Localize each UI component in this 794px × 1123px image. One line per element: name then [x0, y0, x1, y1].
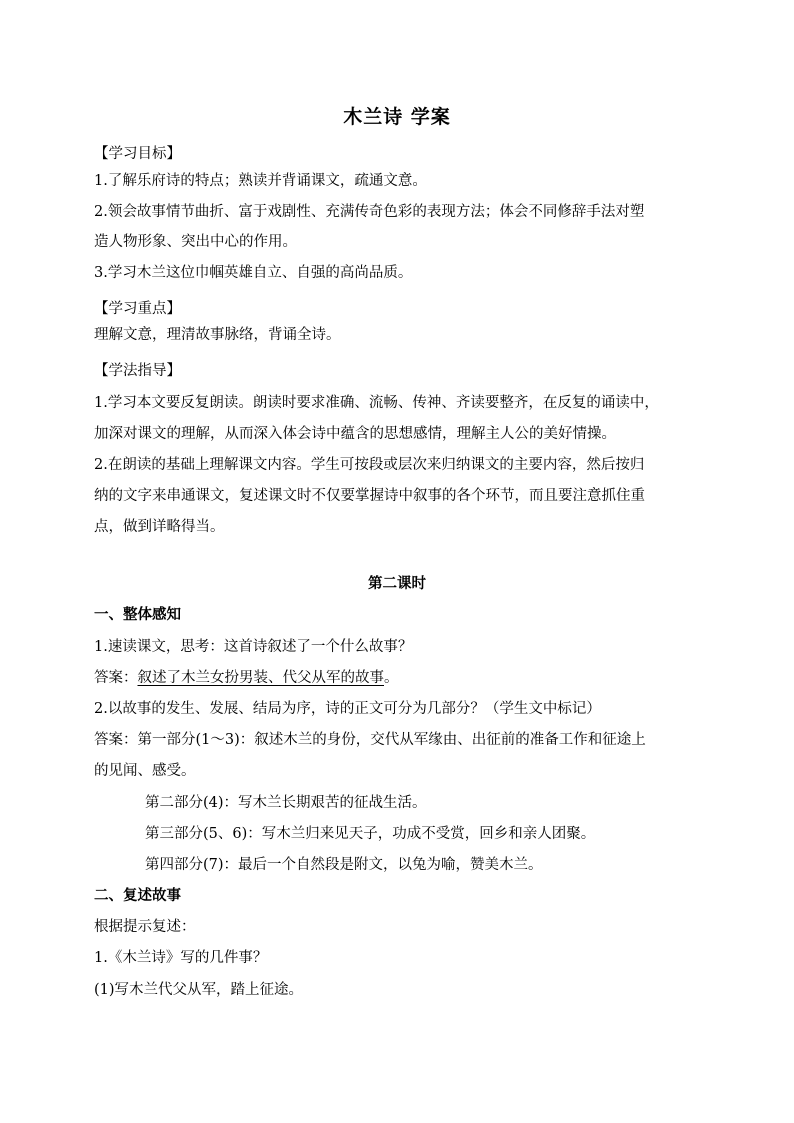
learning-goals-heading: 【学习目标】 — [94, 146, 181, 162]
section-2-heading: 二、复述故事 — [94, 888, 181, 904]
section-1-question-2: 2.以故事的发生、发展、结局为序，诗的正文可分为几部分？（学生文中标记） — [94, 701, 601, 717]
document-title: 木兰诗 学案 — [343, 106, 451, 128]
method-guidance-line-2: 加深对课文的理解，从而深入体会诗中蕴含的思想感情，理解主人公的美好情操。 — [94, 426, 616, 442]
learning-goal-2-continued: 造人物形象、突出中心的作用。 — [94, 234, 297, 250]
method-guidance-line-3: 2.在朗读的基础上理解课文内容。学生可按段或层次来归纳课文的主要内容，然后按归 — [94, 457, 645, 473]
section-1-part-4: 第四部分(7)：最后一个自然段是附文，以兔为喻，赞美木兰。 — [145, 857, 543, 873]
answer-prefix: 答案： — [94, 670, 138, 686]
lesson-two-heading: 第二课时 — [368, 576, 426, 592]
section-1-part-2: 第二部分(4)：写木兰长期艰苦的征战生活。 — [145, 795, 427, 811]
section-1-answer-1 — [94, 667, 399, 689]
key-points-text: 理解文意，理清故事脉络，背诵全诗。 — [94, 327, 341, 343]
learning-goal-3: 3.学习木兰这位巾帼英雄自立、自强的高尚品质。 — [94, 265, 413, 281]
answer-suffix: 。 — [384, 670, 399, 686]
method-guidance-heading: 【学法指导】 — [94, 363, 181, 379]
learning-goal-1: 1.了解乐府诗的特点；熟读并背诵课文，疏通文意。 — [94, 173, 427, 189]
section-1-question-1: 1.速读课文，思考：这首诗叙述了一个什么故事？ — [94, 639, 413, 655]
learning-goal-2: 2.领会故事情节曲折、富于戏剧性、充满传奇色彩的表现方法；体会不同修辞手法对塑 — [94, 204, 645, 220]
section-1-part-3: 第三部分(5、6)：写木兰归来见天子，功成不受赏，回乡和亲人团聚。 — [145, 826, 596, 842]
key-points-heading: 【学习重点】 — [94, 301, 181, 317]
answer-underlined-text: 叙述了木兰女扮男装、代父从军的故事 — [137, 670, 384, 686]
section-1-answer-2-line-2: 的见闻、感受。 — [94, 763, 196, 779]
section-1-answer-2-line-1: 答案：第一部分(1～3)：叙述木兰的身份，交代从军缘由、出征前的准备工作和征途上 — [94, 732, 646, 748]
method-guidance-line-5: 点，做到详略得当。 — [94, 519, 225, 535]
method-guidance-line-4: 纳的文字来串通课文，复述课文时不仅要掌握诗中叙事的各个环节，而且要注意抓住重 — [94, 488, 645, 504]
section-1-heading: 一、整体感知 — [94, 607, 181, 623]
method-guidance-line-1: 1.学习本文要反复朗读。朗读时要求准确、流畅、传神、齐读要整齐，在反复的诵读中， — [94, 395, 659, 411]
section-2-subitem-1: (1)写木兰代父从军，踏上征途。 — [94, 982, 304, 998]
section-2-intro: 根据提示复述： — [94, 919, 196, 935]
section-2-question-1: 1.《木兰诗》写的几件事？ — [94, 950, 268, 966]
